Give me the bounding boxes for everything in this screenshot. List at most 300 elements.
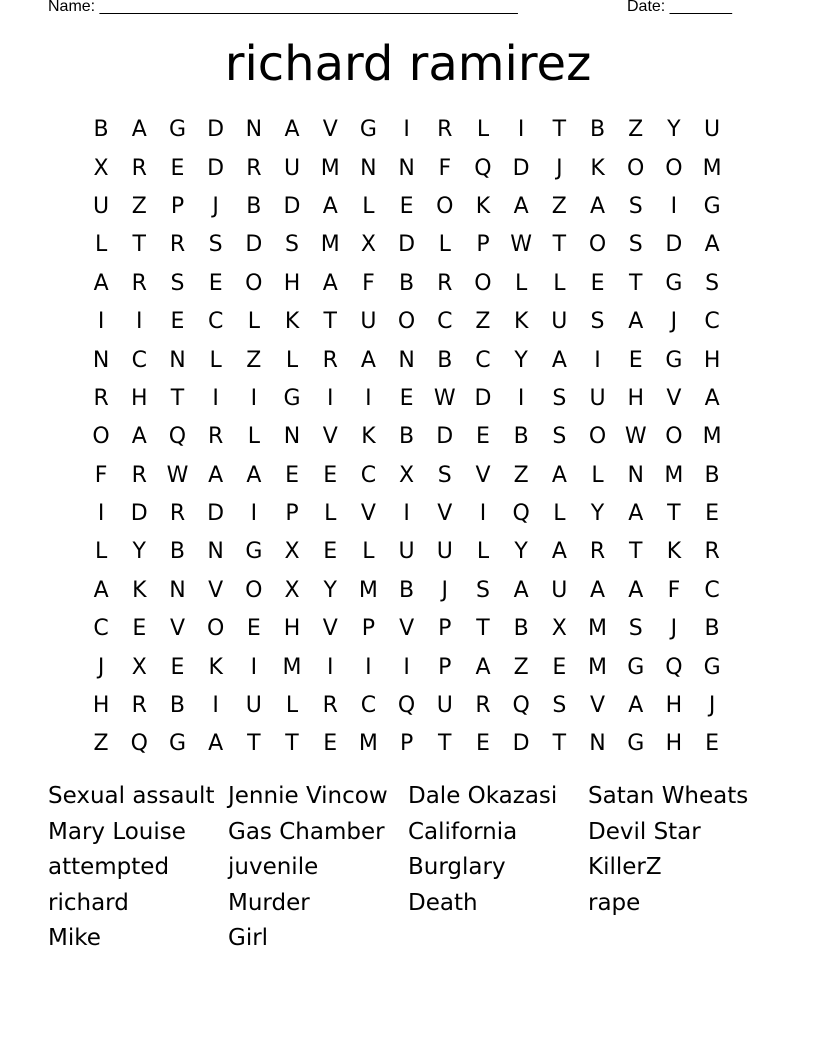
grid-letter[interactable]: Q — [512, 501, 530, 527]
grid-letter[interactable]: A — [360, 347, 376, 373]
grid-letter[interactable]: A — [704, 232, 720, 258]
grid-letter[interactable]: X — [284, 539, 300, 565]
grid-letter[interactable]: F — [667, 577, 681, 603]
grid-letter[interactable]: M — [320, 232, 340, 258]
grid-letter[interactable]: O — [436, 193, 454, 219]
grid-letter[interactable]: T — [132, 232, 146, 258]
grid-letter[interactable]: B — [399, 577, 415, 603]
grid-letter[interactable]: L — [553, 501, 566, 527]
grid-letter[interactable]: A — [246, 462, 262, 488]
grid-letter[interactable]: T — [438, 731, 452, 757]
grid-letter[interactable]: C — [704, 577, 720, 603]
grid-row — [82, 265, 732, 303]
grid-letter[interactable]: E — [246, 616, 261, 642]
grid-letter[interactable]: U — [283, 155, 301, 181]
word-list-item: KillerZ — [588, 854, 662, 881]
word-list-item: Gas Chamber — [228, 818, 385, 845]
grid-letter[interactable]: I — [365, 385, 372, 411]
grid-letter[interactable]: S — [208, 232, 223, 258]
grid-letter[interactable]: O — [397, 309, 416, 335]
grid-letter[interactable]: Y — [514, 347, 528, 373]
grid-letter[interactable]: I — [403, 654, 410, 680]
grid-letter[interactable]: A — [284, 117, 300, 143]
grid-letter[interactable]: M — [664, 462, 684, 488]
grid-letter[interactable]: T — [628, 270, 643, 296]
grid-letter[interactable]: B — [169, 539, 186, 565]
grid-row — [82, 610, 732, 648]
grid-letter[interactable]: S — [628, 232, 643, 258]
grid-letter[interactable]: H — [703, 347, 721, 373]
grid-letter[interactable]: B — [704, 462, 720, 488]
grid-letter[interactable]: O — [665, 424, 683, 450]
grid-letter[interactable]: V — [590, 693, 606, 719]
grid-letter[interactable]: D — [207, 155, 225, 181]
grid-letter[interactable]: K — [513, 309, 529, 335]
grid-letter[interactable]: S — [705, 270, 720, 296]
grid-letter[interactable]: P — [170, 193, 185, 219]
grid-letter[interactable]: S — [170, 270, 185, 296]
grid-letter[interactable]: B — [704, 616, 720, 642]
grid-letter[interactable]: U — [704, 117, 721, 143]
grid-letter[interactable]: M — [358, 731, 378, 757]
grid-letter[interactable]: U — [436, 693, 453, 719]
grid-letter[interactable]: S — [475, 577, 490, 603]
grid-letter[interactable]: S — [628, 193, 643, 219]
grid-letter[interactable]: M — [282, 654, 302, 680]
grid-letter[interactable]: H — [283, 616, 301, 642]
grid-letter[interactable]: W — [433, 385, 456, 411]
grid-letter[interactable]: I — [365, 654, 372, 680]
grid-letter[interactable]: V — [208, 577, 224, 603]
grid-letter[interactable]: K — [475, 193, 491, 219]
grid-letter[interactable]: K — [284, 309, 300, 335]
grid-letter[interactable]: X — [284, 577, 300, 603]
grid-row — [82, 495, 732, 533]
grid-letter[interactable]: R — [93, 385, 109, 411]
grid-letter[interactable]: R — [169, 232, 186, 258]
grid-letter[interactable]: K — [666, 539, 682, 565]
grid-letter[interactable]: H — [627, 385, 644, 411]
grid-letter[interactable]: E — [170, 155, 185, 181]
grid-letter[interactable]: A — [93, 270, 109, 296]
grid-letter[interactable]: M — [588, 616, 608, 642]
grid-letter[interactable]: E — [132, 616, 147, 642]
grid-letter[interactable]: A — [131, 117, 147, 143]
grid-letter[interactable]: A — [704, 385, 720, 411]
grid-letter[interactable]: Z — [551, 193, 567, 219]
grid-letter[interactable]: M — [702, 424, 722, 450]
grid-letter[interactable]: V — [399, 616, 415, 642]
grid-letter[interactable]: I — [97, 501, 105, 527]
grid-letter[interactable]: H — [665, 693, 683, 719]
grid-letter[interactable]: A — [590, 193, 606, 219]
grid-letter[interactable]: T — [628, 539, 643, 565]
grid-letter[interactable]: H — [283, 270, 301, 296]
grid-letter[interactable]: A — [551, 539, 567, 565]
grid-letter[interactable]: R — [322, 693, 338, 719]
grid-letter[interactable]: I — [517, 117, 525, 143]
grid-letter[interactable]: R — [131, 155, 147, 181]
grid-letter[interactable]: R — [589, 539, 606, 565]
grid-letter[interactable]: X — [551, 616, 567, 642]
grid-letter[interactable]: N — [589, 731, 606, 757]
grid-letter[interactable]: V — [169, 616, 185, 642]
grid-letter[interactable]: O — [206, 616, 225, 642]
grid-letter[interactable]: U — [360, 309, 377, 335]
grid-letter[interactable]: K — [361, 424, 376, 450]
grid-letter[interactable]: G — [168, 731, 186, 757]
grid-letter[interactable]: E — [170, 654, 185, 680]
grid-letter[interactable]: T — [247, 731, 261, 757]
grid-letter[interactable]: V — [360, 501, 376, 527]
grid-letter[interactable]: T — [285, 731, 299, 757]
grid-letter[interactable]: G — [245, 539, 263, 565]
word-list-item: attempted — [48, 854, 170, 881]
grid-letter[interactable]: M — [320, 155, 340, 181]
grid-letter[interactable]: R — [169, 501, 186, 527]
grid-letter[interactable]: O — [588, 424, 607, 450]
grid-letter[interactable]: E — [285, 462, 299, 488]
grid-letter[interactable]: K — [132, 577, 147, 603]
grid-letter[interactable]: G — [168, 117, 186, 143]
grid-letter[interactable]: E — [170, 309, 185, 335]
grid-letter[interactable]: U — [398, 539, 415, 565]
grid-letter[interactable]: D — [436, 424, 454, 450]
grid-letter[interactable]: U — [551, 577, 568, 603]
grid-letter[interactable]: D — [665, 232, 683, 258]
grid-letter[interactable]: M — [588, 654, 608, 680]
grid-letter[interactable]: T — [323, 309, 337, 335]
grid-letter[interactable]: I — [250, 385, 258, 411]
grid-letter[interactable]: T — [552, 117, 567, 143]
grid-letter[interactable]: R — [131, 270, 147, 296]
grid-letter[interactable]: M — [702, 155, 722, 181]
grid-letter[interactable]: E — [323, 539, 338, 565]
grid-letter[interactable]: Q — [130, 731, 148, 757]
grid-letter[interactable]: P — [438, 654, 452, 680]
grid-letter[interactable]: D — [283, 193, 301, 219]
grid-letter[interactable]: Q — [168, 424, 187, 450]
grid-letter[interactable]: N — [398, 347, 415, 373]
grid-letter[interactable]: O — [627, 155, 645, 181]
grid-letter[interactable]: A — [513, 193, 529, 219]
grid-letter[interactable]: R — [131, 462, 147, 488]
grid-letter[interactable]: U — [551, 309, 568, 335]
grid-letter[interactable]: N — [360, 155, 377, 181]
grid-letter[interactable]: I — [594, 347, 601, 373]
grid-letter[interactable]: L — [362, 539, 375, 565]
grid-letter[interactable]: V — [322, 117, 338, 143]
date-field[interactable]: Date: _______ — [627, 0, 732, 15]
grid-letter[interactable]: O — [665, 155, 683, 181]
grid-letter[interactable]: B — [589, 117, 606, 143]
grid-letter[interactable]: L — [94, 232, 108, 258]
grid-letter[interactable]: E — [476, 424, 490, 450]
grid-letter[interactable]: Y — [667, 117, 681, 143]
grid-letter[interactable]: N — [283, 424, 301, 450]
grid-letter[interactable]: A — [131, 424, 147, 450]
grid-letter[interactable]: G — [283, 385, 301, 411]
grid-letter[interactable]: I — [136, 309, 143, 335]
grid-letter[interactable]: I — [212, 693, 219, 719]
grid-letter[interactable]: G — [665, 347, 683, 373]
grid-letter[interactable]: A — [590, 577, 606, 603]
grid-letter[interactable]: K — [208, 654, 223, 680]
grid-row — [82, 149, 732, 187]
grid-letter[interactable]: L — [591, 462, 604, 488]
grid-letter[interactable]: N — [207, 539, 224, 565]
grid-letter[interactable]: S — [437, 462, 452, 488]
grid-letter[interactable]: C — [475, 347, 491, 373]
grid-letter[interactable]: B — [399, 424, 415, 450]
grid-letter[interactable]: Q — [665, 654, 683, 680]
grid-letter[interactable]: B — [246, 193, 262, 219]
grid-letter[interactable]: I — [479, 501, 487, 527]
grid-letter[interactable]: L — [94, 539, 108, 565]
grid-letter[interactable]: A — [322, 270, 338, 296]
grid-letter[interactable]: X — [131, 654, 147, 680]
name-field[interactable]: Name: _______________________________________________ — [48, 0, 518, 15]
grid-letter[interactable]: R — [322, 347, 338, 373]
grid-letter[interactable]: U — [589, 385, 606, 411]
grid-letter[interactable]: A — [513, 577, 529, 603]
grid-letter[interactable]: I — [326, 385, 334, 411]
grid-letter[interactable]: O — [588, 232, 607, 258]
grid-letter[interactable]: X — [399, 462, 415, 488]
grid-letter[interactable]: S — [552, 693, 567, 719]
grid-letter[interactable]: F — [438, 155, 452, 181]
grid-letter[interactable]: I — [403, 501, 410, 527]
grid-letter[interactable]: E — [399, 193, 414, 219]
grid-letter[interactable]: O — [474, 270, 492, 296]
grid-letter[interactable]: E — [590, 270, 605, 296]
grid-letter[interactable]: Q — [474, 155, 492, 181]
grid-letter[interactable]: I — [212, 385, 219, 411]
grid-letter[interactable]: T — [667, 501, 681, 527]
grid-letter[interactable]: D — [512, 731, 530, 757]
grid-letter[interactable]: G — [627, 654, 645, 680]
grid-letter[interactable]: E — [552, 654, 567, 680]
grid-letter[interactable]: S — [590, 309, 605, 335]
grid-letter[interactable]: I — [250, 501, 258, 527]
grid-letter[interactable]: G — [665, 270, 683, 296]
grid-letter[interactable]: J — [556, 155, 563, 181]
grid-letter[interactable]: A — [628, 693, 644, 719]
grid-letter[interactable]: O — [245, 577, 263, 603]
grid-letter[interactable]: L — [285, 347, 299, 373]
grid-letter[interactable]: Y — [132, 539, 146, 565]
grid-letter[interactable]: E — [323, 731, 338, 757]
grid-letter[interactable]: P — [476, 232, 490, 258]
grid-letter[interactable]: Z — [513, 462, 529, 488]
grid-letter[interactable]: L — [362, 193, 375, 219]
grid-letter[interactable]: A — [322, 193, 338, 219]
grid-letter[interactable]: L — [247, 424, 260, 450]
grid-letter[interactable]: A — [93, 577, 109, 603]
grid-letter[interactable]: H — [665, 731, 683, 757]
grid-letter[interactable]: J — [670, 616, 678, 642]
grid-letter[interactable]: R — [208, 424, 224, 450]
grid-letter[interactable]: E — [705, 501, 720, 527]
grid-letter[interactable]: F — [94, 462, 108, 488]
grid-letter[interactable]: N — [245, 117, 263, 143]
grid-letter[interactable]: B — [513, 424, 529, 450]
grid-letter[interactable]: N — [169, 347, 186, 373]
grid-letter[interactable]: D — [130, 501, 148, 527]
grid-letter[interactable]: G — [359, 117, 377, 143]
grid-letter[interactable]: B — [513, 616, 529, 642]
grid-letter[interactable]: P — [438, 616, 452, 642]
grid-letter[interactable]: N — [398, 155, 415, 181]
grid-letter[interactable]: L — [324, 501, 337, 527]
grid-letter[interactable]: G — [627, 731, 645, 757]
grid-letter[interactable]: W — [510, 232, 533, 258]
grid-letter[interactable]: A — [628, 309, 644, 335]
grid-letter[interactable]: E — [323, 462, 338, 488]
grid-letter[interactable]: A — [551, 462, 567, 488]
grid-letter[interactable]: Z — [475, 309, 491, 335]
grid-letter[interactable]: L — [515, 270, 528, 296]
grid-letter[interactable]: D — [207, 501, 225, 527]
grid-letter[interactable]: A — [208, 731, 224, 757]
grid-letter[interactable]: U — [245, 693, 262, 719]
grid-letter[interactable]: U — [93, 193, 110, 219]
grid-letter[interactable]: N — [92, 347, 110, 373]
grid-letter[interactable]: D — [398, 232, 416, 258]
grid-letter[interactable]: Y — [514, 539, 528, 565]
grid-letter[interactable]: B — [169, 693, 186, 719]
grid-letter[interactable]: W — [624, 424, 647, 450]
grid-letter[interactable]: L — [476, 117, 490, 143]
grid-letter[interactable]: K — [590, 155, 605, 181]
grid-letter[interactable]: R — [437, 117, 453, 143]
grid-letter[interactable]: X — [93, 155, 109, 181]
grid-letter[interactable]: Y — [323, 577, 337, 603]
grid-letter[interactable]: X — [360, 232, 376, 258]
grid-letter[interactable]: Z — [628, 117, 644, 143]
grid-letter[interactable]: E — [628, 347, 643, 373]
grid-letter[interactable]: C — [437, 309, 453, 335]
grid-row — [82, 226, 732, 264]
grid-letter[interactable]: L — [476, 539, 490, 565]
grid-letter[interactable]: Y — [590, 501, 605, 527]
grid-letter[interactable]: A — [628, 577, 644, 603]
grid-letter[interactable]: V — [437, 501, 453, 527]
grid-letter[interactable]: Z — [513, 654, 529, 680]
grid-letter[interactable]: A — [475, 654, 491, 680]
grid-letter[interactable]: O — [92, 424, 110, 450]
grid-letter[interactable]: R — [704, 539, 720, 565]
grid-letter[interactable]: Z — [246, 347, 262, 373]
grid-letter[interactable]: N — [627, 462, 644, 488]
grid-letter[interactable]: S — [552, 424, 567, 450]
grid-letter[interactable]: E — [476, 731, 490, 757]
grid-letter[interactable]: C — [207, 309, 224, 335]
grid-letter[interactable]: P — [361, 616, 376, 642]
grid-letter[interactable]: C — [131, 347, 147, 373]
grid-letter[interactable]: T — [170, 385, 185, 411]
grid-letter[interactable]: L — [209, 347, 222, 373]
grid-letter[interactable]: I — [403, 117, 410, 143]
grid-letter[interactable]: H — [131, 385, 148, 411]
grid-letter[interactable]: R — [246, 155, 262, 181]
grid-letter[interactable]: J — [97, 654, 105, 680]
grid-letter[interactable]: S — [552, 385, 567, 411]
grid-letter[interactable]: L — [285, 693, 299, 719]
grid-letter[interactable]: O — [245, 270, 263, 296]
grid-letter[interactable]: I — [326, 654, 334, 680]
grid-letter[interactable]: B — [93, 117, 109, 143]
grid-letter[interactable]: A — [628, 501, 644, 527]
grid-letter[interactable]: I — [250, 654, 258, 680]
grid-letter[interactable]: N — [169, 577, 186, 603]
grid-letter[interactable]: V — [322, 616, 338, 642]
grid-letter[interactable]: T — [476, 616, 490, 642]
grid-letter[interactable]: B — [399, 270, 415, 296]
grid-letter[interactable]: L — [247, 309, 260, 335]
grid-letter[interactable]: V — [666, 385, 682, 411]
grid-letter[interactable]: B — [437, 347, 453, 373]
grid-letter[interactable]: S — [628, 616, 643, 642]
grid-letter[interactable]: G — [703, 654, 721, 680]
grid-letter[interactable]: C — [360, 693, 377, 719]
grid-letter[interactable]: R — [437, 270, 453, 296]
grid-letter[interactable]: C — [360, 462, 377, 488]
grid-letter[interactable]: Q — [512, 693, 530, 719]
grid-letter[interactable]: S — [285, 232, 300, 258]
grid-letter[interactable]: W — [166, 462, 189, 488]
grid-letter[interactable]: P — [399, 731, 414, 757]
grid-letter[interactable]: C — [93, 616, 109, 642]
grid-letter[interactable]: Z — [93, 731, 109, 757]
grid-letter[interactable]: Z — [131, 193, 147, 219]
grid-letter[interactable]: J — [441, 577, 449, 603]
grid-letter[interactable]: P — [285, 501, 299, 527]
grid-letter[interactable]: R — [131, 693, 147, 719]
grid-letter[interactable]: L — [553, 270, 566, 296]
grid-letter[interactable]: J — [212, 193, 219, 219]
grid-letter[interactable]: D — [512, 155, 530, 181]
grid-letter[interactable]: J — [708, 693, 716, 719]
grid-letter[interactable]: I — [97, 309, 105, 335]
grid-letter[interactable]: D — [207, 117, 225, 143]
grid-letter[interactable]: V — [475, 462, 491, 488]
grid-letter[interactable]: D — [245, 232, 263, 258]
grid-letter[interactable]: E — [399, 385, 414, 411]
grid-letter[interactable]: T — [552, 731, 567, 757]
grid-letter[interactable]: U — [436, 539, 453, 565]
grid-letter[interactable]: C — [704, 309, 720, 335]
grid-letter[interactable]: Q — [397, 693, 416, 719]
grid-letter[interactable]: A — [208, 462, 224, 488]
grid-letter[interactable]: D — [474, 385, 492, 411]
grid-letter[interactable]: G — [703, 193, 721, 219]
grid-letter[interactable]: H — [92, 693, 110, 719]
grid-letter[interactable]: V — [322, 424, 338, 450]
grid-letter[interactable]: I — [517, 385, 525, 411]
grid-letter[interactable]: E — [208, 270, 223, 296]
word-list-item: Murder — [228, 889, 310, 916]
grid-letter[interactable]: E — [705, 731, 720, 757]
grid-letter[interactable]: F — [362, 270, 375, 296]
grid-letter[interactable]: M — [358, 577, 378, 603]
grid-letter[interactable]: A — [551, 347, 567, 373]
grid-letter[interactable]: L — [438, 232, 451, 258]
grid-letter[interactable]: J — [670, 309, 678, 335]
grid-letter[interactable]: T — [552, 232, 567, 258]
grid-letter[interactable]: I — [670, 193, 678, 219]
grid-letter[interactable]: R — [475, 693, 491, 719]
